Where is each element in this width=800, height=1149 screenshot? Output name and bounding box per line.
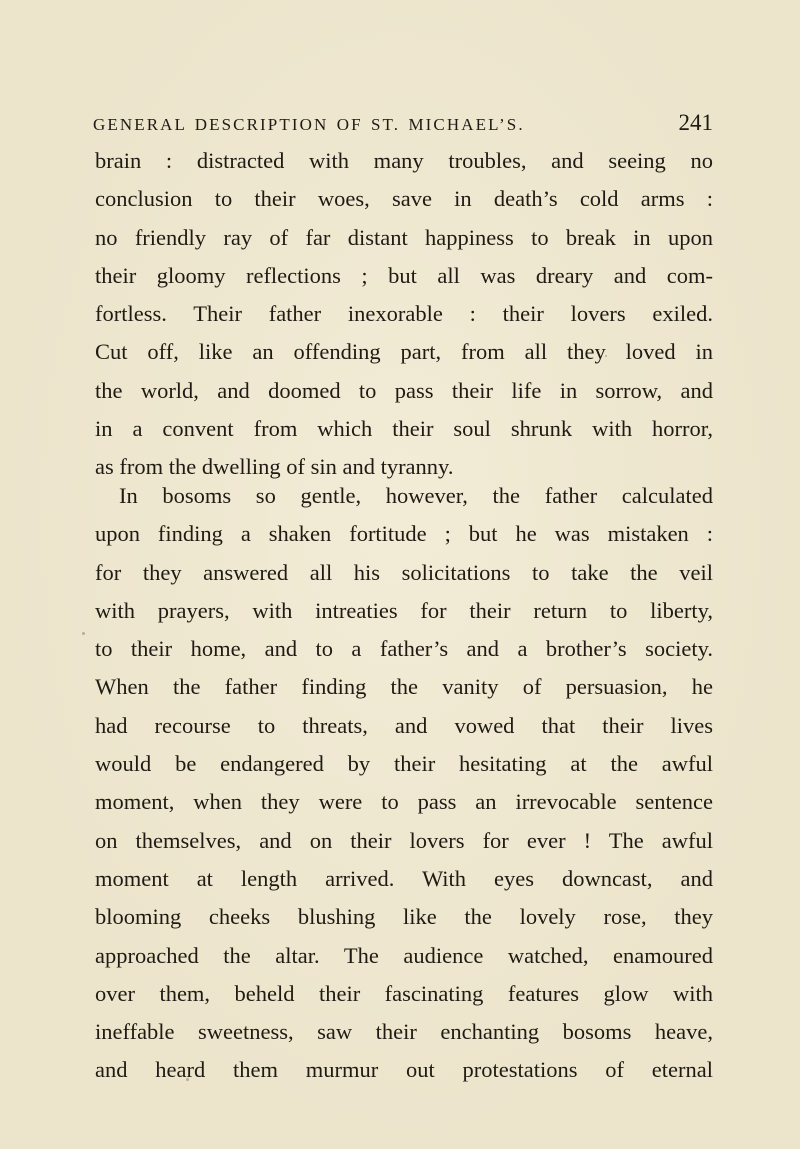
text-line: would be endangered by their hesitating at the awful [95, 751, 713, 777]
paper-speck [82, 632, 85, 635]
text-line: In bosoms so gentle, however, the father calculated [119, 483, 713, 508]
text-line: upon finding a shaken fortitude ; but he was mistaken : [95, 521, 713, 547]
text-line: conclusion to their woes, save in death’s cold arms : [95, 186, 713, 212]
text-line: ineffable sweetness, saw their enchanting bosoms heave, [95, 1019, 713, 1045]
text-line: as from the dwelling of sin and tyranny. [95, 454, 454, 480]
text-line: to their home, and to a father’s and a brother’s society. [95, 636, 713, 662]
text-line: When the father finding the vanity of persuasion, he [95, 674, 713, 700]
text-line: no friendly ray of far distant happiness to break in upon [95, 224, 713, 250]
page-number: 241 [678, 110, 713, 135]
text-line: over them, beheld their fascinating features glow with [95, 980, 713, 1006]
text-line: Cut off, like an offending part, from all they loved in [95, 339, 713, 365]
text-line: moment at length arrived. With eyes downcast, and [95, 865, 713, 891]
text-line: and heard them murmur out protestations of eternal [95, 1057, 713, 1083]
paper-speck [186, 1078, 189, 1081]
text-line: had recourse to threats, and vowed that their lives [95, 712, 713, 738]
text-line: with prayers, with intreaties for their return to liberty, [95, 597, 713, 623]
text-line: in a convent from which their soul shrunk with horror, [95, 416, 713, 442]
text-line: approached the altar. The audience watched, enamoured [95, 942, 713, 968]
running-head-title: GENERAL DESCRIPTION OF ST. MICHAEL’S. [93, 115, 525, 134]
text-line: the world, and doomed to pass their life in sorrow, and [95, 377, 713, 403]
text-line: on themselves, and on their lovers for ever ! The awful [95, 827, 713, 853]
paragraph-1 [95, 142, 713, 487]
text-line: brain : distracted with many troubles, and seeing no [95, 148, 713, 173]
running-head [93, 112, 713, 138]
text-line: moment, when they were to pass an irrevocable sentence [95, 789, 713, 815]
text-line: blooming cheeks blushing like the lovely rose, they [95, 904, 713, 930]
paper-speck [605, 355, 607, 357]
paragraph-2 [95, 477, 713, 1090]
text-line: their gloomy reflections ; but all was dreary and com- [95, 262, 713, 288]
text-line: for they answered all his solicitations to take the veil [95, 559, 713, 585]
text-line: fortless. Their father inexorable : their lovers exiled. [95, 301, 713, 327]
